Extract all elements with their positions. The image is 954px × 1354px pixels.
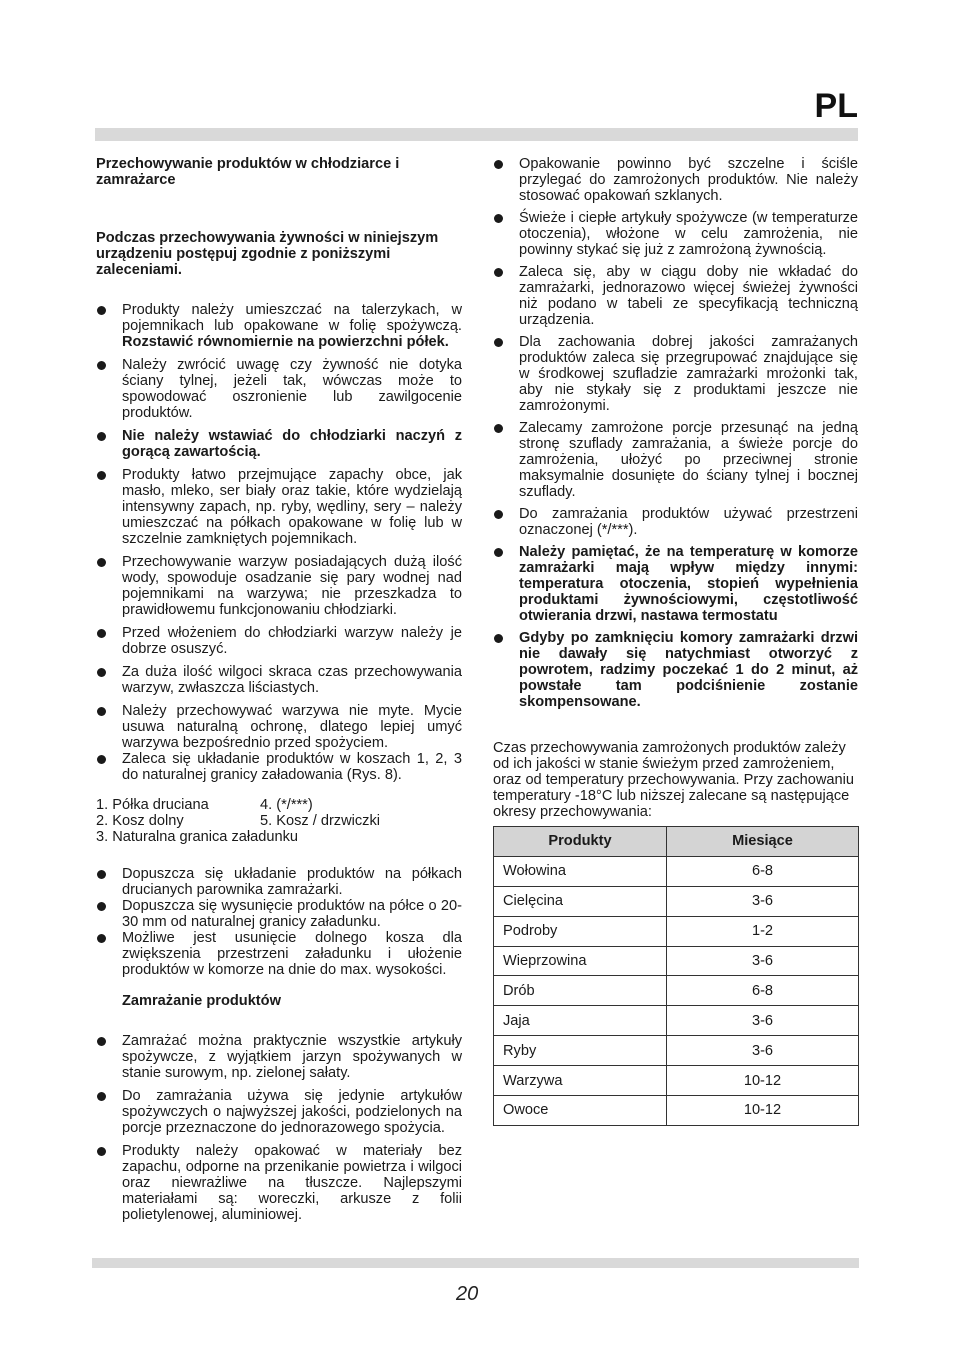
list-item: Opakowanie powinno być szczelne i ściśle przylegać do zamrożonych produktów. Nie należy stosować opakowań szklanych.	[493, 156, 858, 204]
list-item: Dopuszcza się wysunięcie produktów na półce o 20-30 mm od naturalnej granicy załadunku.	[96, 898, 462, 930]
list-item: Dopuszcza się układanie produktów na półkach drucianych parownika zamrażarki.	[96, 866, 462, 898]
footer-bar	[92, 1258, 859, 1268]
legend-item: 2. Kosz dolny	[96, 813, 184, 829]
legend-item: 1. Półka druciana	[96, 797, 209, 813]
freezer-list	[96, 866, 462, 978]
list-item: Za duża ilość wilgoci skraca czas przechowywania warzyw, zwłaszcza liściastych.	[96, 664, 462, 696]
list-item: Dla zachowania dobrej jakości zamrażanych produktów zaleca się przegrupować znajdujące się w środkowej szufladzie zamrażarki mrożonki tak, aby nie stykały się z produktami jeszcze nie zamrożonymi.	[493, 334, 858, 414]
list-item: Do zamrażania produktów używać przestrzeni oznaczonej (*/***).	[493, 506, 858, 538]
list-item: Możliwe jest usunięcie dolnego kosza dla zwiększenia przestrzeni załadunku i ułożenie produktów w komorze na dnie do max. wysokości.	[96, 930, 462, 978]
table-cell-months: 3-6	[667, 1006, 859, 1036]
list-item-text: Produkty należy umieszczać na talerzykach, w pojemnikach lub opakowane w folię spożywczą.	[122, 302, 462, 334]
table-cell-product: Drób	[494, 976, 667, 1006]
table-cell-product: Wieprzowina	[494, 946, 667, 976]
table-cell-months: 3-6	[667, 1036, 859, 1066]
list-item: Należy przechowywać warzywa nie myte. Mycie usuwa naturalną ochronę, dlatego lepiej umyć warzywa bezpośrednio przed spożyciem.	[96, 703, 462, 751]
table-cell-months: 3-6	[667, 946, 859, 976]
table-row	[494, 1096, 859, 1126]
legend-item: 5. Kosz / drzwiczki	[260, 813, 381, 829]
freezing-title: Zamrażanie produktów	[122, 993, 281, 1009]
table-header-months: Miesiące	[667, 827, 859, 857]
list-item: Produkty należy opakować w materiały bez zapachu, odporne na przenikanie powietrza i wilgoci oraz niewrażliwe na tłuszcze. Najlepszymi materiałami są: woreczki, arkusze z folii polietylenowej, aluminiowej.	[96, 1143, 462, 1223]
freezing-list	[96, 1033, 462, 1223]
legend-item: 4. (*/***)	[260, 797, 313, 813]
table-cell-product: Owoce	[494, 1096, 667, 1126]
table-row	[494, 916, 859, 946]
list-item: Przechowywanie warzyw posiadających dużą ilość wody, spowoduje osadzanie się pary wodnej nad pojemnikami na warzywa; nie przeszkadza to prawidłowemu funkcjonowaniu chłodziarki.	[96, 554, 462, 618]
list-item	[96, 302, 462, 350]
storage-list	[96, 302, 462, 783]
table-cell-months: 10-12	[667, 1066, 859, 1096]
language-label: PL	[814, 87, 858, 125]
left-column	[96, 156, 462, 1223]
table-cell-months: 6-8	[667, 856, 859, 886]
list-item: Produkty łatwo przejmujące zapachy obce, jak masło, mleko, ser biały oraz takie, które wydzielają intensywny zapach, np. ryby, wędliny, sery – należy umieszczać na półkach opakowane w folię lub w szczelnie zamkniętych pojemnikach.	[96, 467, 462, 547]
list-item: Do zamrażania używa się jedynie artykułów spożywczych o najwyższej jakości, podzielonych na porcje przeznaczone do jednorazowego spożycia.	[96, 1088, 462, 1136]
list-item: Świeże i ciepłe artykuły spożywcze (w temperaturze otoczenia), włożone w celu zamrożenia, nie powinny stykać się już z zamrożoną żywnością.	[493, 210, 858, 258]
section-title: Przechowywanie produktów w chłodziarce i zamrażarce	[96, 156, 400, 188]
table-cell-months: 6-8	[667, 976, 859, 1006]
list-item-bold-text: Rozstawić równomiernie na powierzchni półek.	[122, 334, 449, 350]
table-row	[494, 856, 859, 886]
list-item: Należy zwrócić uwagę czy żywność nie dotyka ściany tylnej, jeżeli tak, wówczas może to spowodować oszronienie lub zawilgocenie produktów.	[96, 357, 462, 421]
table-row	[494, 1036, 859, 1066]
legend-item: 3. Naturalna granica załadunku	[96, 829, 299, 845]
table-row	[494, 976, 859, 1006]
table-cell-months: 10-12	[667, 1096, 859, 1126]
list-item: Należy pamiętać, że na temperaturę w komorze zamrażarki mają wpływ między innymi: temperatura otoczenia, stopień wypełnienia produktami żywnościowymi, częstotliwość otwierania drzwi, nastawa termostatu	[493, 544, 858, 624]
intro-paragraph: Podczas przechowywania żywności w niniejszym urządzeniu postępuj zgodnie z poniższymi zaleceniami.	[96, 230, 439, 278]
table-cell-months: 3-6	[667, 886, 859, 916]
list-item: Zaleca się układanie produktów w koszach 1, 2, 3 do naturalnej granicy załadowania (Rys. 8).	[96, 751, 462, 783]
figure-legend	[96, 797, 462, 845]
table-row	[494, 1066, 859, 1096]
storage-table	[493, 826, 859, 1126]
list-item: Zamrażać można praktycznie wszystkie artykuły spożywcze, z wyjątkiem jarzyn spożywanych w stanie surowym, np. zielonej sałaty.	[96, 1033, 462, 1081]
table-header-products: Produkty	[494, 827, 667, 857]
header-bar	[95, 128, 858, 141]
table-cell-product: Jaja	[494, 1006, 667, 1036]
table-cell-product: Wołowina	[494, 856, 667, 886]
table-cell-months: 1-2	[667, 916, 859, 946]
table-cell-product: Warzywa	[494, 1066, 667, 1096]
page-number: 20	[456, 1283, 479, 1305]
table-row	[494, 946, 859, 976]
table-cell-product: Cielęcina	[494, 886, 667, 916]
list-item: Nie należy wstawiać do chłodziarki naczyń z gorącą zawartością.	[96, 428, 462, 460]
list-item: Zaleca się, aby w ciągu doby nie wkładać do zamrażarki, jednorazowo więcej świeżej żywności niż podano w tabeli ze specyfikacją techniczną urządzenia.	[493, 264, 858, 328]
storage-intro: Czas przechowywania zamrożonych produktów zależy od ich jakości w stanie świeżym przed zamrożeniem, oraz od temperatury przechowywania. Przy zachowaniu temperatury -18°C lub niższej zalecane są następujące okresy przechowywania:	[493, 740, 854, 820]
right-column	[493, 156, 858, 1126]
freezing-tips-list	[493, 156, 858, 710]
table-cell-product: Ryby	[494, 1036, 667, 1066]
list-item: Gdyby po zamknięciu komory zamrażarki drzwi nie dawały się natychmiast otworzyć z powrotem, radzimy poczekać 1 do 2 minut, aż powstałe tam podciśnienie zostanie skompensowane.	[493, 630, 858, 710]
table-row	[494, 1006, 859, 1036]
table-header-row	[494, 827, 859, 857]
table-cell-product: Podroby	[494, 916, 667, 946]
table-row	[494, 886, 859, 916]
list-item: Przed włożeniem do chłodziarki warzyw należy je dobrze osuszyć.	[96, 625, 462, 657]
list-item: Zalecamy zamrożone porcje przesunąć na jedną stronę szuflady zamrażania, a świeże porcje do zamrożenia, ułożyć po przeciwnej stronie maksymalnie dosunięte do ściany tylnej i bocznej szuflady.	[493, 420, 858, 500]
